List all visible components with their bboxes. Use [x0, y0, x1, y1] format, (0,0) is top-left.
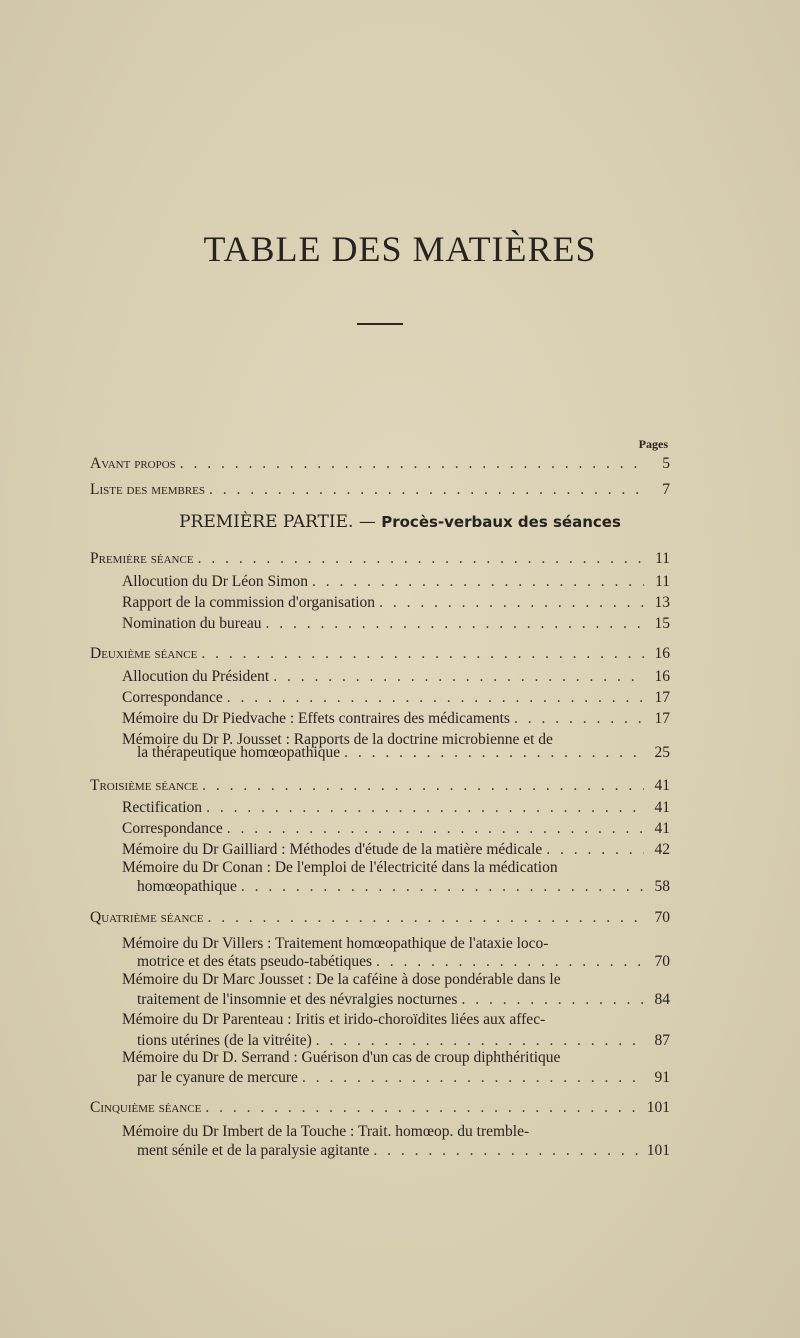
leader-dots [373, 1141, 642, 1161]
toc-entry-page: 25 [654, 744, 670, 761]
toc-entry-label: Correspondance [122, 820, 223, 837]
toc-session-label: Cinquième séance [90, 1099, 202, 1116]
toc-entry[interactable] [122, 614, 670, 634]
toc-entry-first-line[interactable]: Mémoire du Dr D. Serrand : Guérison d'un cas de croup diphthéritique [122, 1049, 561, 1066]
leader-dots [379, 593, 644, 613]
toc-entry-label: la thérapeutique homœopathique [137, 744, 341, 761]
toc-entry-label: Rapport de la commission d'organisation [122, 594, 376, 611]
title-rule [357, 323, 403, 325]
leader-dots [514, 709, 644, 729]
part-heading-prefix: PREMIÈRE PARTIE. — [179, 512, 382, 532]
toc-entry[interactable] [122, 840, 670, 860]
toc-entry-page: 70 [654, 953, 670, 970]
pages-column-header: Pages [638, 437, 668, 451]
toc-entry-first-line[interactable]: Mémoire du Dr Parenteau : Iritis et irido-choroïdites liées aux affec- [122, 1011, 546, 1028]
leader-dots [273, 667, 644, 687]
toc-entry[interactable] [122, 593, 670, 613]
toc-entry-page: 16 [654, 645, 670, 662]
leader-dots [344, 743, 644, 763]
toc-entry-page: 41 [654, 799, 670, 816]
toc-entry-continuation[interactable] [137, 990, 670, 1010]
leader-dots [209, 480, 644, 500]
toc-entry-page: 42 [654, 841, 670, 858]
toc-session-label: Quatrième séance [90, 909, 204, 926]
toc-entry-label: Correspondance [122, 689, 223, 706]
part-heading [0, 512, 800, 532]
toc-entry-label: Avant propos [90, 455, 176, 472]
toc-entry-page: 5 [662, 455, 670, 472]
leader-dots [180, 454, 644, 474]
toc-entry-first-line[interactable]: Mémoire du Dr Villers : Traitement homœopathique de l'ataxie loco- [122, 935, 549, 952]
toc-entry-first-line[interactable]: Mémoire du Dr Conan : De l'emploi de l'électricité dans la médication [122, 859, 558, 876]
toc-entry-label: Rectification [122, 799, 203, 816]
toc-entry-page: 17 [654, 710, 670, 727]
toc-entry-avant-propos[interactable] [90, 454, 670, 474]
toc-entry-continuation[interactable] [137, 952, 670, 972]
leader-dots [227, 688, 644, 708]
toc-entry-page: 16 [654, 668, 670, 685]
toc-session[interactable] [90, 1098, 670, 1118]
toc-entry-label: Allocution du Président [122, 668, 270, 685]
toc-entry-first-line[interactable]: Mémoire du Dr P. Jousset : Rapports de la doctrine microbienne et de [122, 731, 553, 748]
toc-entry[interactable] [122, 709, 670, 729]
toc-entry-label: traitement de l'insomnie et des névralgies nocturnes [137, 991, 458, 1008]
toc-entry-continuation[interactable] [137, 1068, 670, 1088]
toc-entry[interactable] [122, 819, 670, 839]
toc-entry-page: 13 [654, 594, 670, 611]
toc-entry-page: 17 [654, 689, 670, 706]
toc-entry-page: 15 [654, 615, 670, 632]
toc-entry-liste-des-membres[interactable] [90, 480, 670, 500]
toc-session-label: Troisième séance [90, 777, 199, 794]
leader-dots [241, 877, 644, 897]
toc-entry[interactable] [122, 667, 670, 687]
leader-dots [207, 908, 644, 928]
toc-session[interactable] [90, 549, 670, 569]
toc-entry-label: Mémoire du Dr Gailliard : Méthodes d'étude de la matière médicale [122, 841, 543, 858]
toc-session-label: Première séance [90, 550, 194, 567]
toc-entry-first-line[interactable]: Mémoire du Dr Imbert de la Touche : Trait. homœop. du tremble- [122, 1123, 530, 1140]
leader-dots [206, 798, 644, 818]
toc-entry-label: par le cyanure de mercure [137, 1069, 298, 1086]
toc-entry[interactable] [122, 688, 670, 708]
toc-entry-page: 101 [646, 1099, 670, 1116]
leader-dots [201, 644, 644, 664]
toc-entry-page: 11 [655, 550, 670, 567]
toc-entry-page: 11 [655, 573, 670, 590]
leader-dots [205, 1098, 642, 1118]
toc-session[interactable] [90, 644, 670, 664]
part-heading-bold: Procès-verbaux des séances [381, 513, 621, 531]
leader-dots [265, 614, 644, 634]
leader-dots [312, 572, 644, 592]
toc-session[interactable] [90, 908, 670, 928]
toc-entry-page: 7 [662, 481, 670, 498]
toc-session-label: Deuxième séance [90, 645, 198, 662]
leader-dots [302, 1068, 644, 1088]
toc-entry-page: 87 [654, 1032, 670, 1049]
leader-dots [227, 819, 644, 839]
toc-entry-page: 41 [654, 777, 670, 794]
toc-entry-label: Nomination du bureau [122, 615, 262, 632]
leader-dots [546, 840, 644, 860]
toc-entry-first-line[interactable]: Mémoire du Dr Marc Jousset : De la caféine à dose pondérable dans le [122, 971, 561, 988]
toc-entry-page: 41 [654, 820, 670, 837]
toc-entry-label: homœopathique [137, 878, 237, 895]
leader-dots [376, 952, 644, 972]
toc-session[interactable] [90, 776, 670, 796]
toc-entry-label: Allocution du Dr Léon Simon [122, 573, 308, 590]
toc-entry-label: ment sénile et de la paralysie agitante [137, 1142, 370, 1159]
toc-entry-label: motrice et des états pseudo-tabétiques [137, 953, 373, 970]
toc-entry-label: tions utérines (de la vitréite) [137, 1032, 312, 1049]
toc-entry-page: 84 [654, 991, 670, 1008]
page-title: TABLE DES MATIÈRES [203, 229, 597, 269]
toc-entry-page: 101 [646, 1142, 670, 1159]
toc-entry-label: Mémoire du Dr Piedvache : Effets contraires des médicaments [122, 710, 510, 727]
toc-entry[interactable] [122, 798, 670, 818]
toc-entry-page: 58 [654, 878, 670, 895]
toc-entry-label: Liste des membres [90, 481, 206, 498]
toc-entry-page: 70 [654, 909, 670, 926]
toc-entry[interactable] [122, 572, 670, 592]
leader-dots [461, 990, 644, 1010]
leader-dots [202, 776, 644, 796]
toc-entry-page: 91 [654, 1069, 670, 1086]
toc-entry-continuation[interactable] [137, 1141, 670, 1161]
toc-entry-continuation[interactable] [137, 877, 670, 897]
leader-dots [198, 549, 644, 569]
toc-entry-continuation[interactable] [137, 743, 670, 763]
